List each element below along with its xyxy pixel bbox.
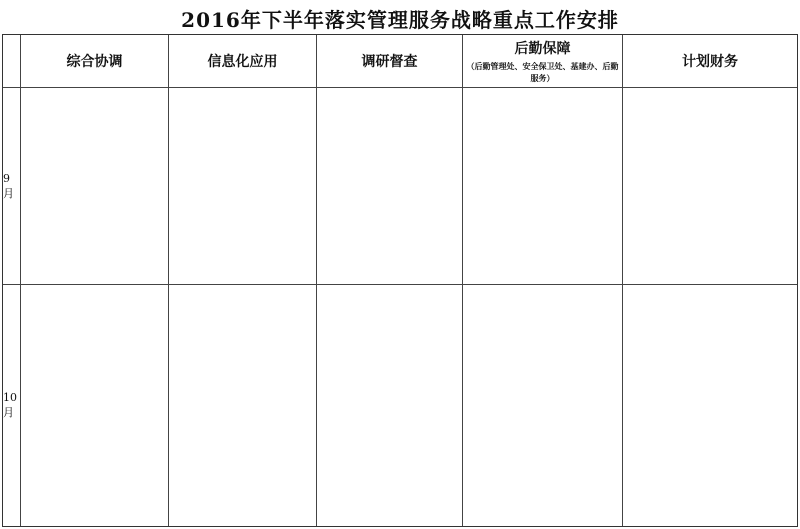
month-label-october: 10月: [3, 391, 17, 419]
cell-oct-logistics: [463, 285, 622, 526]
cell-sep-coordination: [21, 88, 168, 284]
header-research-supervision: 调研督查: [361, 54, 418, 70]
header-comprehensive-coordination: 综合协调: [66, 54, 123, 70]
header-planning-finance: 计划财务: [682, 54, 738, 70]
header-informatization: 信息化应用: [207, 54, 278, 70]
cell-oct-research: [317, 285, 462, 526]
cell-sep-finance: [623, 88, 797, 284]
cell-oct-informatization: [169, 285, 316, 526]
header-logistics: [463, 35, 622, 87]
month-label-september: 9月: [3, 171, 14, 200]
cell-sep-logistics: [463, 88, 622, 284]
header-logistics-subtitle: （后勤管理处、安全保卫处、基建办、后勤服务）: [466, 61, 619, 83]
page-title: 2016年下半年落实管理服务战略重点工作安排: [181, 8, 619, 32]
schedule-table: [2, 34, 798, 527]
cell-sep-research: [317, 88, 462, 284]
cell-oct-coordination: [21, 285, 168, 526]
cell-sep-informatization: [169, 88, 316, 284]
cell-oct-finance: [623, 285, 797, 526]
header-logistics-label: 后勤保障: [514, 41, 571, 57]
